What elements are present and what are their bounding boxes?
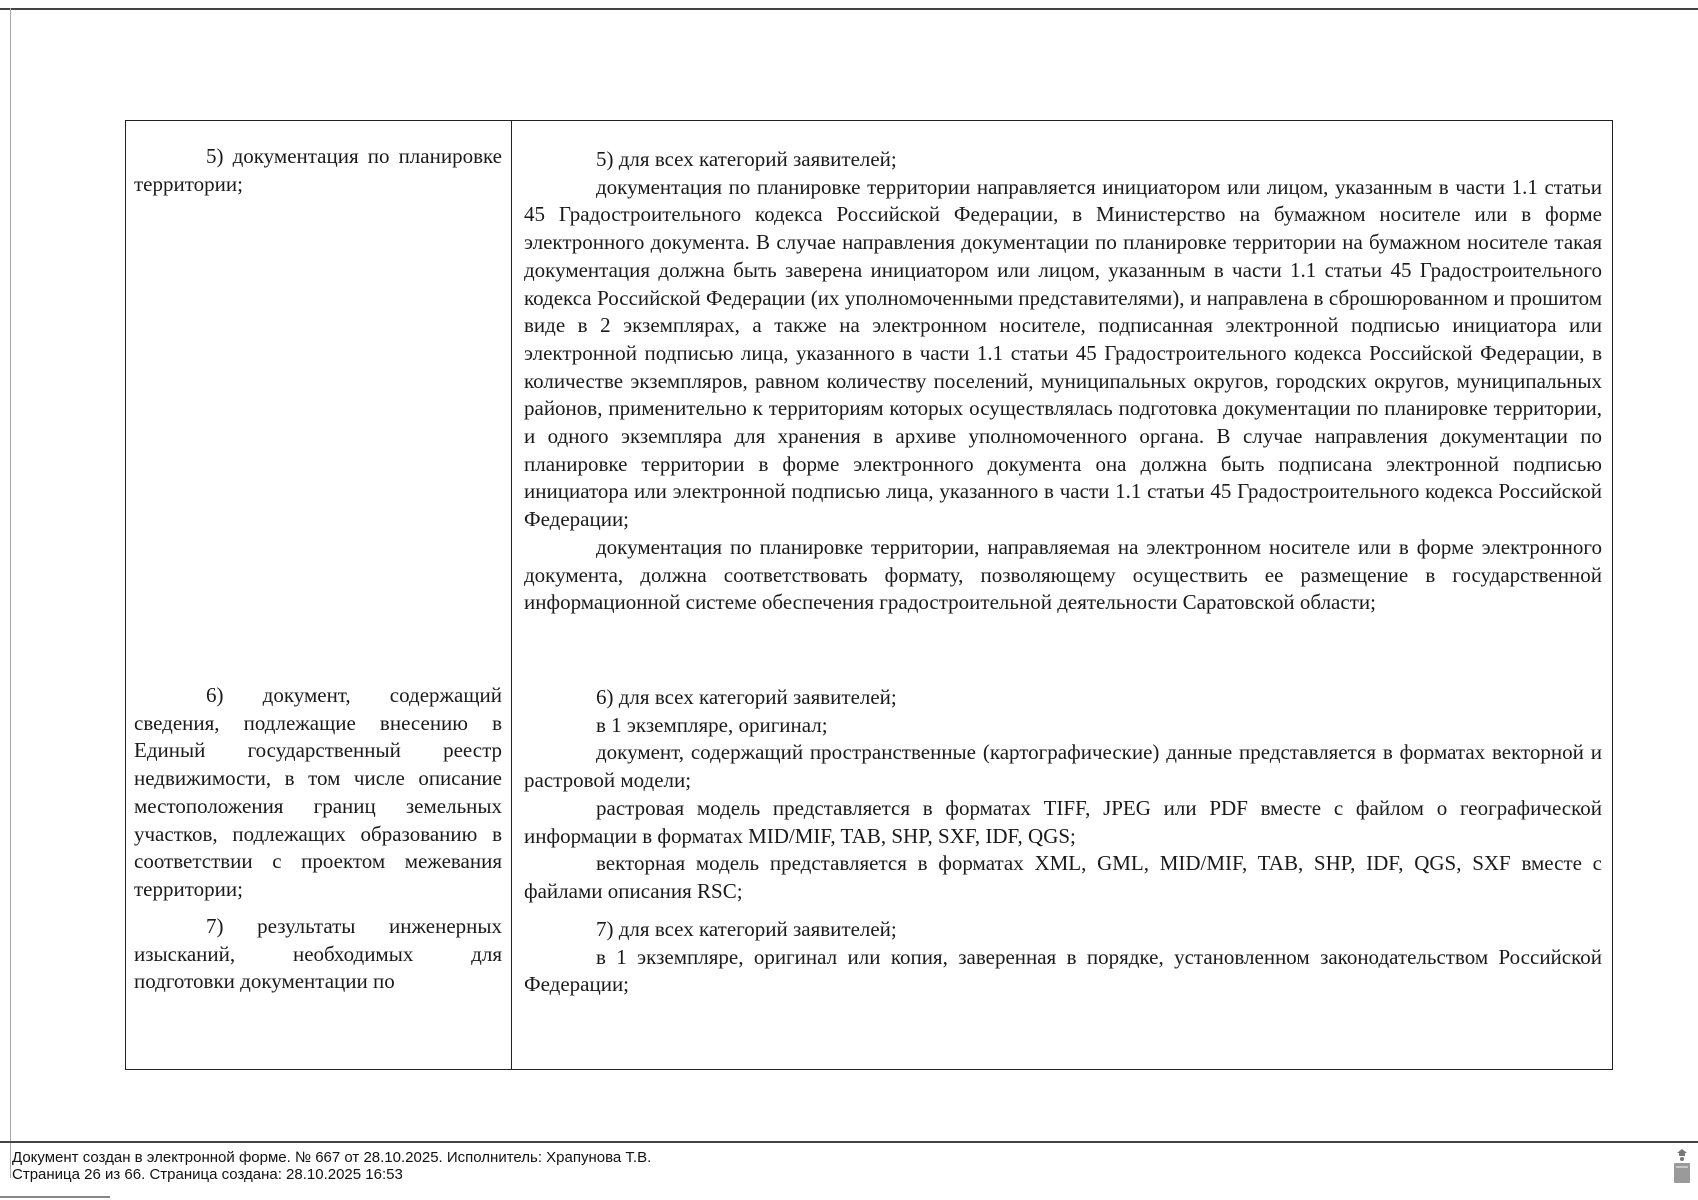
table-row-6-right (524, 684, 1602, 906)
paragraph: в 1 экземпляре, оригинал; (596, 712, 828, 737)
table-row-6-left (134, 682, 502, 904)
paragraph: документация по планировке территории, направляемая на электронном носителе или в форме электронного документа, должна соответствовать формату, позволяющему осуществить ее размещение в государственной информационной системе обеспечения градостроительной деятельности Саратовской области; (524, 534, 1602, 615)
footer-document-info: Документ создан в электронной форме. № 667 от 28.10.2025. Исполнитель: Храпунова Т.В. (12, 1149, 652, 1166)
emblem-icon (1672, 1147, 1692, 1185)
paragraph: 5) документация по планировке территории; (134, 144, 502, 196)
paragraph: 7) результаты инженерных изысканий, необходимых для подготовки документации по (134, 914, 502, 994)
table-row-5-right (524, 146, 1602, 617)
paragraph: векторная модель представляется в форматах XML, GML, MID/MIF, TAB, SHP, IDF, QGS, SXF вместе с файлами описания RSC; (524, 851, 1602, 903)
footer (12, 1149, 651, 1183)
top-border-line (0, 8, 1698, 10)
table-row-7-left (134, 913, 502, 996)
paragraph: 6) для всех категорий заявителей; (596, 685, 897, 709)
paragraph: документация по планировке территории направляется инициатором или лицом, указанным в части 1.1 статьи 45 Градостроительного кодекса Российской Федерации, в Министерство на бумажном носителе или в форме электронного документа. В случае направления документации по планировке территории на бумажном носителе такая документация должна быть заверена инициатором или лицом, указанным в части 1.1 статьи 45 Градостроительного кодекса Российской Федерации (их уполномоченными представителями), и направлена в сброшюрованном и прошитом виде в 2 экземплярах, а также на электронном носителе, подписанная электронной подписью инициатора или электронной подписью лица, указанного в части 1.1 статьи 45 Градостроительного кодекса Российской Федерации, в количестве экземпляров, равном количеству поселений, муниципальных округов, городских округов, муниципальных районов, применительно к территориям которых осуществлялась подготовка документации по планировке территории, и одного экземпляра для хранения в архиве уполномоченного органа. В случае направления документации по планировке территории в форме электронного документа она должна быть подписана электронной подписью инициатора или электронной подписью лица, указанного в части 1.1 статьи 45 Градостроительного кодекса Российской Федерации; (524, 174, 1602, 532)
table-row-7-right (524, 916, 1602, 999)
table-left-column (126, 121, 512, 1069)
table-right-column (514, 121, 1612, 1069)
paragraph: документ, содержащий пространственные (картографические) данные представляется в форматах векторной и растровой модели; (524, 740, 1602, 793)
paragraph: растровая модель представляется в форматах TIFF, JPEG или PDF вместе с файлом о географической информации в форматах MID/MIF, TAB, SHP, SXF, IDF, QGS; (524, 795, 1602, 848)
bottom-edge-line (0, 1196, 110, 1198)
paragraph: 5) для всех категорий заявителей; (596, 147, 897, 171)
footer-page-info: Страница 26 из 66. Страница создана: 28.10.2025 16:53 (12, 1166, 403, 1183)
table-row-5-left (134, 143, 502, 198)
requirements-table (125, 120, 1613, 1070)
footer-divider (0, 1141, 1698, 1143)
paragraph: 6) документ, содержащий сведения, подлежащие внесению в Единый государственный реестр недвижимости, в том числе описание местоположения границ земельных участков, подлежащих образованию в соответствии с проектом межевания территории; (134, 683, 502, 901)
paragraph: в 1 экземпляре, оригинал или копия, заверенная в порядке, установленном законодательством Российской Федерации; (524, 944, 1602, 997)
paragraph: 7) для всех категорий заявителей; (596, 917, 897, 941)
left-border-line (10, 8, 11, 1178)
